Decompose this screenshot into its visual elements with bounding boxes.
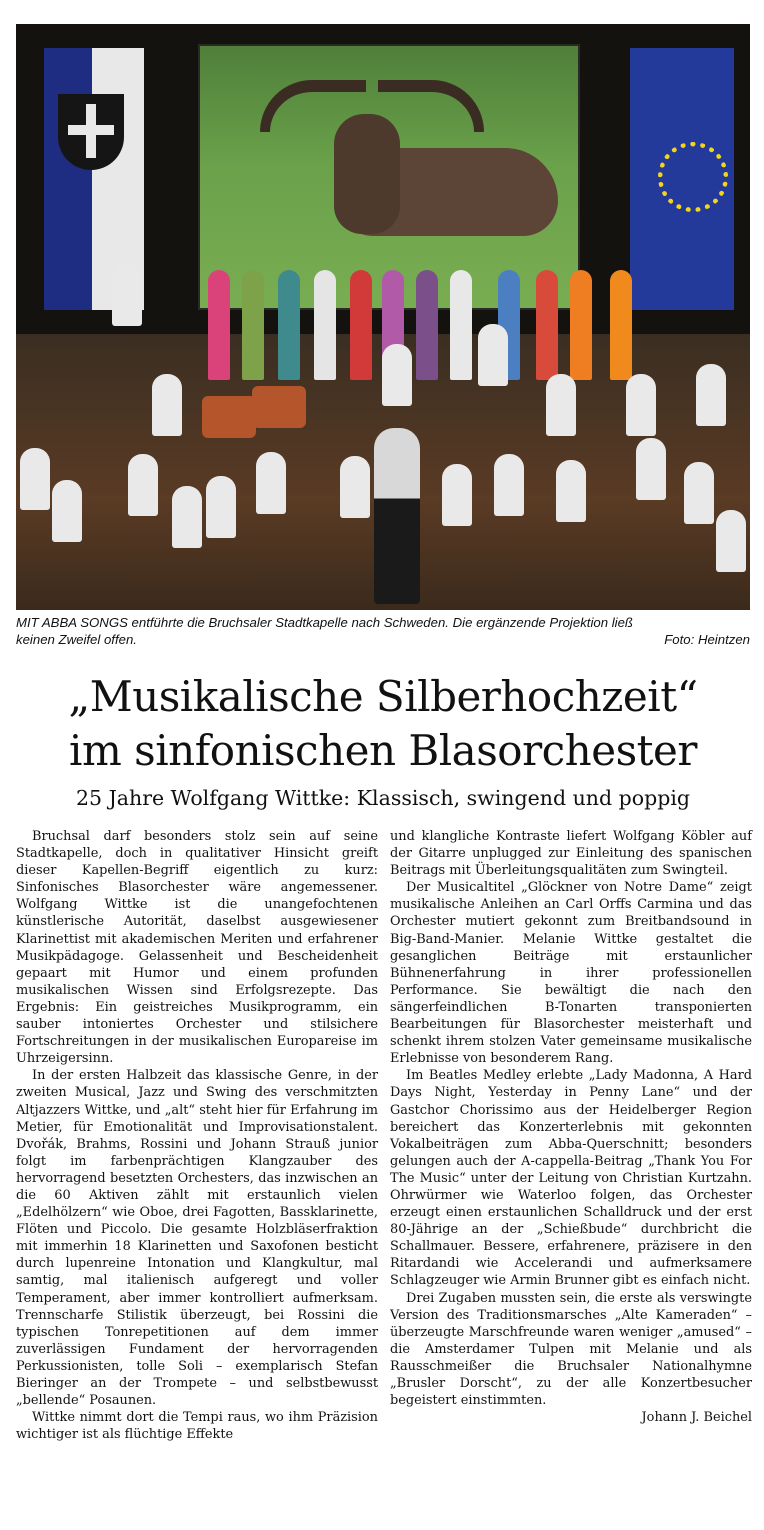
article-paragraph: und klangliche Kontraste liefert Wolfgang Köbler auf der Gitarre unplugged zur Einleitung des spanischen Beitrags mit Überleitungsqualitäten zum Swingteil. [390, 829, 752, 879]
musician [442, 464, 472, 526]
musician [128, 454, 158, 516]
musician [684, 462, 714, 524]
choir-singer [278, 270, 300, 380]
musician [152, 374, 182, 436]
choir-singer [450, 270, 472, 380]
musician [172, 486, 202, 548]
conductor [374, 428, 420, 604]
article-paragraph: Wittke nimmt dort die Tempi raus, wo ihm Präzision wichtiger ist als flüchtige Effekte [16, 1410, 378, 1443]
musician [696, 364, 726, 426]
musician [478, 324, 508, 386]
musician [716, 510, 746, 572]
caption-line: keinen Zweifel offen. [16, 632, 137, 647]
musician [206, 476, 236, 538]
article-column-right [390, 828, 752, 1426]
eu-stars-icon [658, 142, 728, 212]
article-paragraph: Bruchsal darf besonders stolz sein auf seine Stadtkapelle, doch in qualitativer Hinsicht greift dieser Kapellen-Begriff eigentlich zu kurz: Sinfonisches Blasorchester wäre angemessener. Wolfgang Wittke ist die unangefochtenen künstlerische Autorität, daselbst ausgewiesener Klarinettist mit akademischen Meriten und erfahrener Musikpädagoge. Gelassenheit und Bescheidenheit gepaart mit Humor und einem profunden musikalischen Wissen sind Erfolgsrezepte. Das Ergebnis: Ein geistreiches Musikprogramm, ein sauber intoniertes Orchester und stilsichere Fortschreitungen in der musikalischen Europareise im Uhrzeigersinn. [16, 829, 378, 1067]
musician [382, 344, 412, 406]
cross-icon-bar [68, 125, 114, 135]
headline-line: im sinfonischen Blasorchester [69, 726, 697, 775]
photo-caption [16, 614, 750, 648]
article-paragraph: Drei Zugaben mussten sein, die erste als verswingte Version des Traditionsmarsches „Alte Kameraden“ – überzeugte Marschfreunde waren weniger „amused“ – die Amsterdamer Tulpen mit Melanie und als Rausschmeißer die Bruchsaler Nationalhymne „Brusler Dorscht“, zu der alle Konzertbesucher begeistert einstimmten. [390, 1290, 752, 1409]
choir-singer [208, 270, 230, 380]
musician [256, 452, 286, 514]
musician [556, 460, 586, 522]
musician [52, 480, 82, 542]
choir-singer [416, 270, 438, 380]
article-paragraph: Der Musicaltitel „Glöckner von Notre Dame“ zeigt musikalische Anleihen an Carl Orffs Carmina und das Orchester mutiert gekonnt zum Breitbandsound in Big-Band-Manier. Melanie Wittke gestaltet die gesanglichen Beiträge mit erstaunlicher Bühnenerfahrung in ihrer professionellen Performance. Sie bewältigt die nach den sängerfeindlichen B-Tonarten transponierten Bearbeitungen für Blasorchester meisterhaft und schenkt ihrem stolzen Vater gemeinsame musikalische Erlebnisse von besonderem Rang. [390, 880, 752, 1067]
moose-head [334, 114, 400, 234]
concert-photo [16, 24, 750, 610]
choir-singer [570, 270, 592, 380]
musician [112, 264, 142, 326]
headline [16, 670, 750, 778]
musician [340, 456, 370, 518]
article-paragraph: Im Beatles Medley erlebte „Lady Madonna, A Hard Days Night, Yesterday in Penny Lane“ und der Gastchor Chorissimo aus der Heidelberger Region bereichert das Konzerterlebnis mit gekonnten Vokalbeiträgen zum Abba-Querschnitt; besonders gelungen auch der A-cappella-Beitrag „Thank You For The Music“ unter der Leitung von Christian Kurtzahn. Ohrwürmer wie Waterloo folgen, das Orchester erzeugt einen erstaunlichen Schalldruck und der erst 80-Jährige an der „Schießbude“ durchbricht die Schallmauer. Bessere, erfahrenere, präzisere in den Ritardandi wie Accelerandi und aufmerksamere Schlagzeuger wie Armin Brunner gibt es einfach nicht. [390, 1068, 752, 1289]
musician [494, 454, 524, 516]
musician [626, 374, 656, 436]
choir-singer [314, 270, 336, 380]
musician [20, 448, 50, 510]
musician [636, 438, 666, 500]
choir-singer [536, 270, 558, 380]
article-column-left [16, 828, 378, 1443]
choir-singer [242, 270, 264, 380]
article-paragraph: In der ersten Halbzeit das klassische Genre, in der zweiten Musical, Jazz und Swing des verschmitzten Altjazzers Wittke, und „alt“ steht hier für Erfahrung im Metier, für Emotionalität und Improvisationstalent. Dvořák, Brahms, Rossini und Johann Strauß junior folgt im farbenprächtigen Klangzauber des hervorragend besetzten Orchesters, das inzwischen an die 60 Aktiven zählt mit erstaunlich vielen „Edelhölzern“ wie Oboe, drei Fagotten, Bassklarinette, Flöten und Piccolo. Die gesamte Holzbläserfraktion mit immerhin 18 Klarinetten und Saxofonen besticht durch lupenreine Intonation und Klangkultur, mal samtig, mal italienisch aufgeregt und voller Temperament, aber immer kontrolliert aufmerksam. Trennscharfe Stilistik überzeugt, bei Rossini die typischen Tonrepetitionen auf dem immer zuverlässigen Fundament der hervorragenden Perkussionisten, tolle Soli – exemplarisch Stefan Bieringer an der Trompete – und selbstbewusst „bellende“ Posaunen. [16, 1068, 378, 1409]
musician [546, 374, 576, 436]
subheadline: 25 Jahre Wolfgang Wittke: Klassisch, swingend und poppig [75, 786, 691, 810]
choir-singer [350, 270, 372, 380]
choir-singer [610, 270, 632, 380]
caption-line: MIT ABBA SONGS entführte die Bruchsaler Stadtkapelle nach Schweden. Die ergänzende Projektion ließ [16, 615, 633, 630]
photo-credit: Foto: Heintzen [664, 632, 750, 647]
timpani-drum [252, 386, 306, 428]
author-byline: Johann J. Beichel [641, 1410, 752, 1426]
headline-line: „Musikalische Silberhochzeit“ [68, 672, 698, 721]
timpani-drum [202, 396, 256, 438]
